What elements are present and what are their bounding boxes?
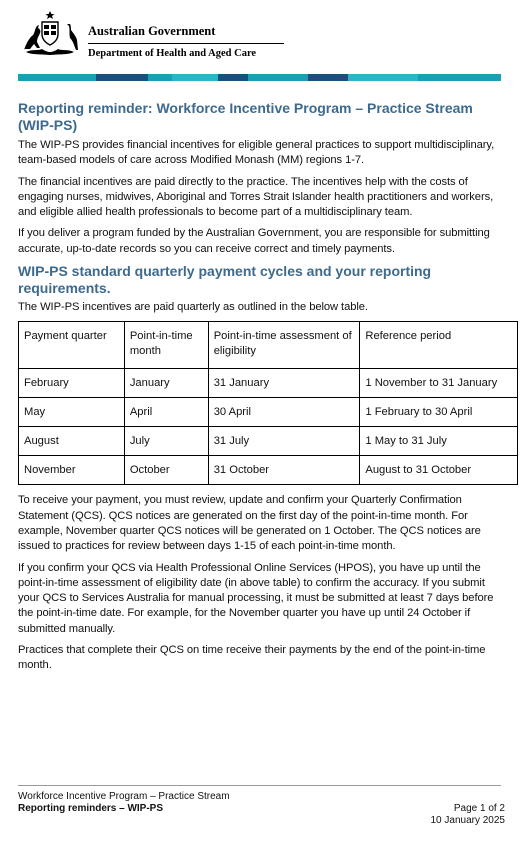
table-header-row [19,322,518,369]
page-header [18,10,318,62]
table-cell: 30 April [208,398,360,427]
page-number: Page 1 of 2 [453,803,505,814]
footer-doc-title: Reporting reminders – WIP-PS [18,803,164,814]
section-heading: WIP-PS standard quarterly payment cycles and your reporting requirements. [18,263,432,296]
table-cell: April [124,398,208,427]
table-cell: November [19,456,125,485]
qcs-paragraph: To receive your payment, you must review, update and confirm your Quarterly Confirmation Statement (QCS). QCS notices are generated on the first day of the point-in-time month. For example, November quarter QCS notices will be generated on 1 October. The QCS notices are issued to practices for review between days 1-15 of each point-in-time month. [18,494,481,553]
table-cell: 31 January [208,369,360,398]
document-body [18,100,505,680]
table-cell: July [124,427,208,456]
band-segment [18,74,76,81]
table-intro: The WIP-PS incentives are paid quarterly as outlined in the below table. [18,301,368,314]
government-name: Australian Government [88,24,216,38]
table-cell: February [19,369,125,398]
table-row [19,369,518,398]
band-segment [418,74,501,81]
column-header: Reference period [360,322,518,369]
table-cell: August [19,427,125,456]
payment-cycles-table [18,321,518,485]
band-segment [218,74,248,81]
footer-program: Workforce Incentive Program – Practice Stream [18,791,230,802]
table-row [19,398,518,427]
department-name: Department of Health and Aged Care [88,48,257,59]
band-segment [308,74,348,81]
table-cell: 31 July [208,427,360,456]
on-time-paragraph: Practices that complete their QCS on time receive their payments by the end of the point-in-time month. [18,644,486,672]
band-segment [96,74,148,81]
table-cell: 1 November to 31 January [360,369,518,398]
table-cell: 1 February to 30 April [360,398,518,427]
table-cell: 31 October [208,456,360,485]
column-header: Point-in-time month [124,322,208,369]
table-cell: January [124,369,208,398]
band-segment [248,74,308,81]
table-cell: August to 31 October [360,456,518,485]
table-row [19,427,518,456]
band-segment [76,74,96,81]
intro-paragraph-2: The financial incentives are paid directly to the practice. The incentives help with the costs of engaging nurses, midwives, Aboriginal and Torres Strait Islander health practitioners and workers, and eligible allied health professionals to become part of a multidisciplinary team. [18,175,494,219]
footer-left [18,791,230,815]
column-header: Payment quarter [19,322,125,369]
header-divider [88,43,284,44]
band-segment [348,74,418,81]
table-cell: 1 May to 31 July [360,427,518,456]
intro-paragraph-3: If you deliver a program funded by the Australian Government, you are responsible for submitting accurate, up-to-date records so you can receive correct and timely payments. [18,227,490,255]
publication-date: 10 January 2025 [430,815,505,826]
intro-paragraph-1: The WIP-PS provides financial incentives for eligible general practices to support multidisciplinary, team-based models of care across Modified Monash (MM) regions 1-7. [18,139,495,167]
page-title: Reporting reminder: Workforce Incentive Program – Practice Stream (WIP-PS) [18,100,473,133]
band-segment [148,74,172,81]
band-segment [172,74,218,81]
table-cell: October [124,456,208,485]
decorative-color-band [18,74,501,81]
table-cell: May [19,398,125,427]
footer-right [430,803,505,827]
hpos-paragraph: If you confirm your QCS via Health Professional Online Services (HPOS), you have up until the point-in-time assessment of eligibility date (in above table) to confirm the accuracy. If you submit your QCS to Services Australia for manual processing, it must be submitted at least 7 days before the point-in-time date. For example, for the November quarter you have up until 24 October if submitted manually. [18,561,494,635]
coat-of-arms-logo [18,10,82,58]
footer-divider [18,785,501,786]
table-row [19,456,518,485]
column-header: Point-in-time assessment of eligibility [208,322,360,369]
